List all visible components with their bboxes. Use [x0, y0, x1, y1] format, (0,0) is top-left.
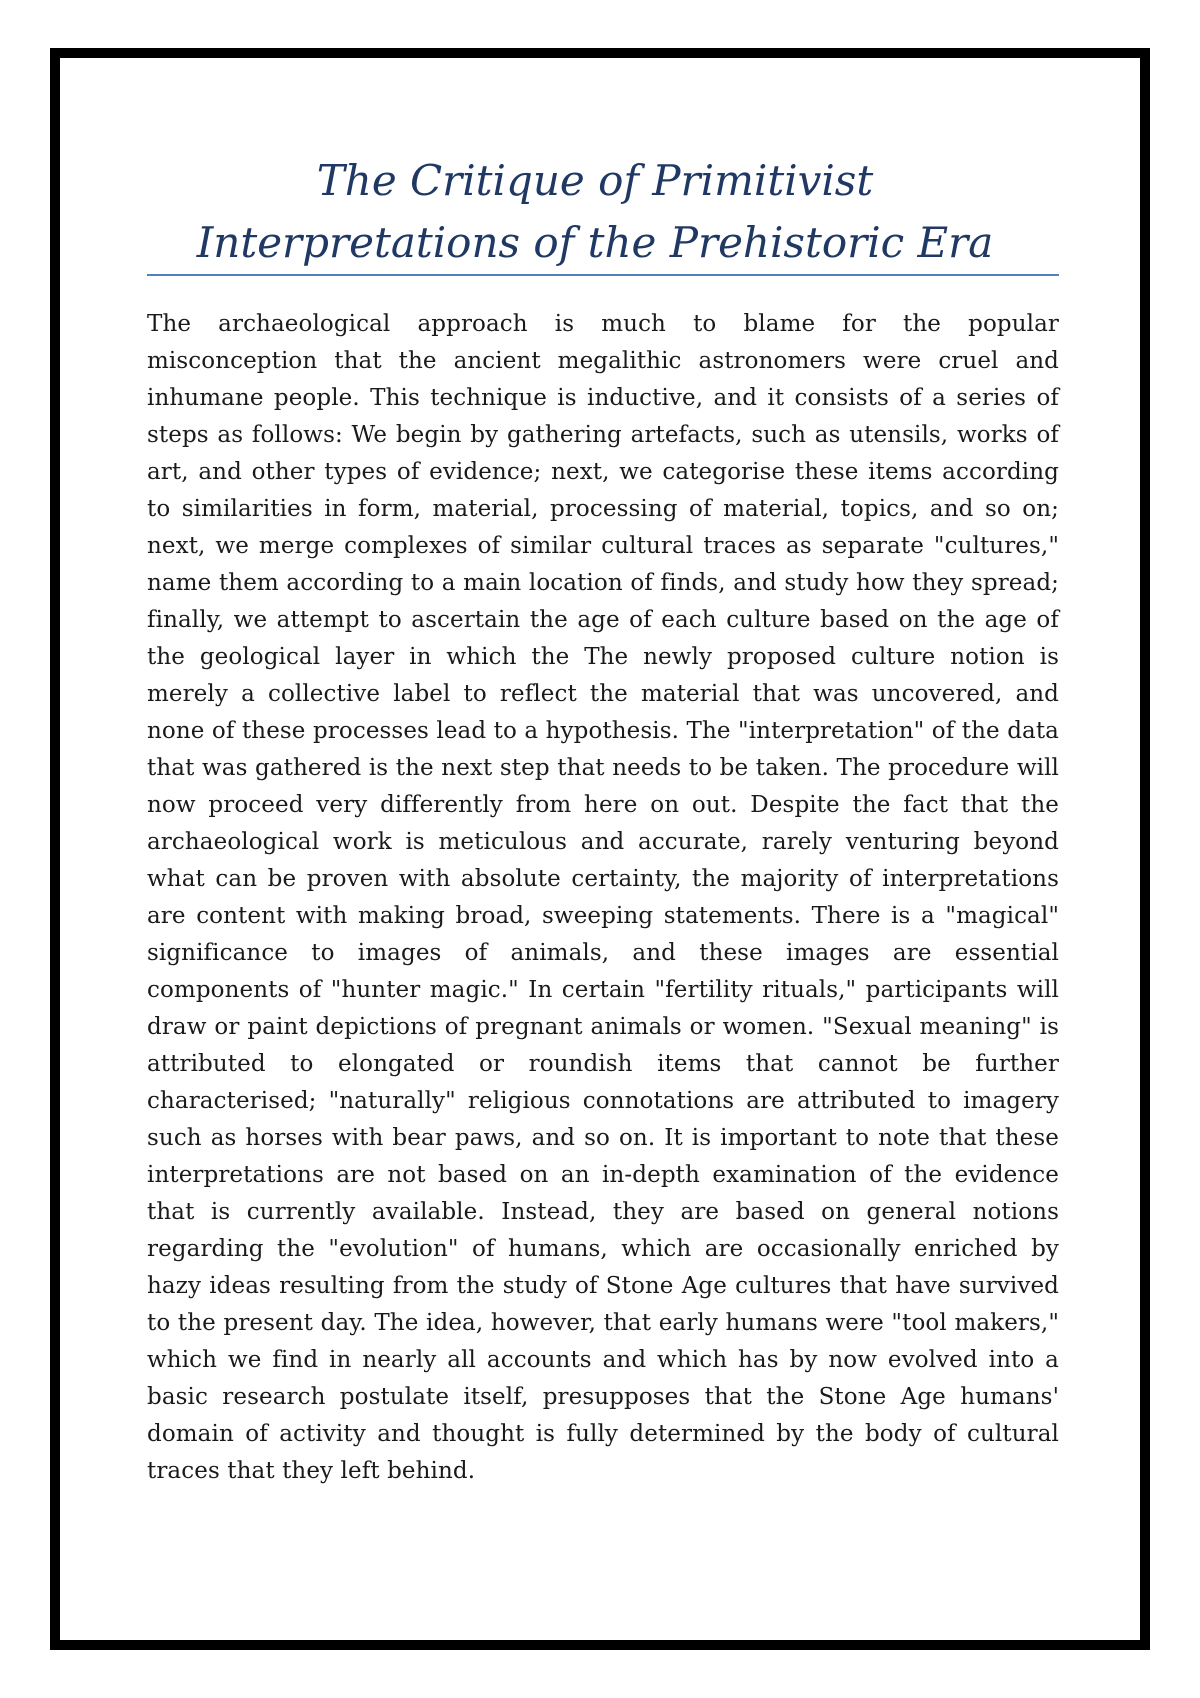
body-paragraph: The archaeological approach is much to blame for the popular misconception that the ancient megalithic astronomers were cruel and inhumane people. This technique is inductive, and it consists of a series of steps as follows: We begin by gathering artefacts, such as utensils, works of art, and other types of evidence; next, we categorise these items according to similarities in form, material, processing of material, topics, and so on; next, we merge complexes of similar cultural traces as separate "cultures," name them according to a main location of finds, and study how they spread; finally, we attempt to ascertain the age of each culture based on the age of the geological layer in which the The newly proposed culture notion is merely a collective label to reflect the material that was uncovered, and none of these processes lead to a hypothesis. The "interpretation" of the data that was gathered is the next step that needs to be taken. The procedure will now proceed very differently from here on out. Despite the fact that the archaeological work is meticulous and accurate, rarely venturing beyond what can be proven with absolute certainty, the majority of interpretations are content with making broad, sweeping statements. There is a "magical" significance to images of animals, and these images are essential components of "hunter magic." In certain "fertility rituals," participants will draw or paint depictions of pregnant animals or women. "Sexual meaning" is attributed to elongated or roundish items that cannot be further characterised; "naturally" religious connotations are attributed to imagery such as horses with bear paws, and so on. It is important to note that these interpretations are not based on an in-depth examination of the evidence that is currently available. Instead, they are based on general notions regarding the "evolution" of humans, which are occasionally enriched by hazy ideas resulting from the study of Stone Age cultures that have survived to the present day. The idea, however, that early humans were "tool makers," which we find in nearly all accounts and which has by now evolved into a basic research postulate itself, presupposes that the Stone Age humans' domain of activity and thought is fully determined by the body of cultural traces that they left behind.	[147, 311, 1059, 1484]
title-line-2: Interpretations of the Prehistoric Era	[196, 218, 994, 267]
document-title	[135, 150, 1055, 274]
title-line-1: The Critique of Primitivist	[316, 156, 874, 205]
title-underline	[147, 274, 1059, 276]
